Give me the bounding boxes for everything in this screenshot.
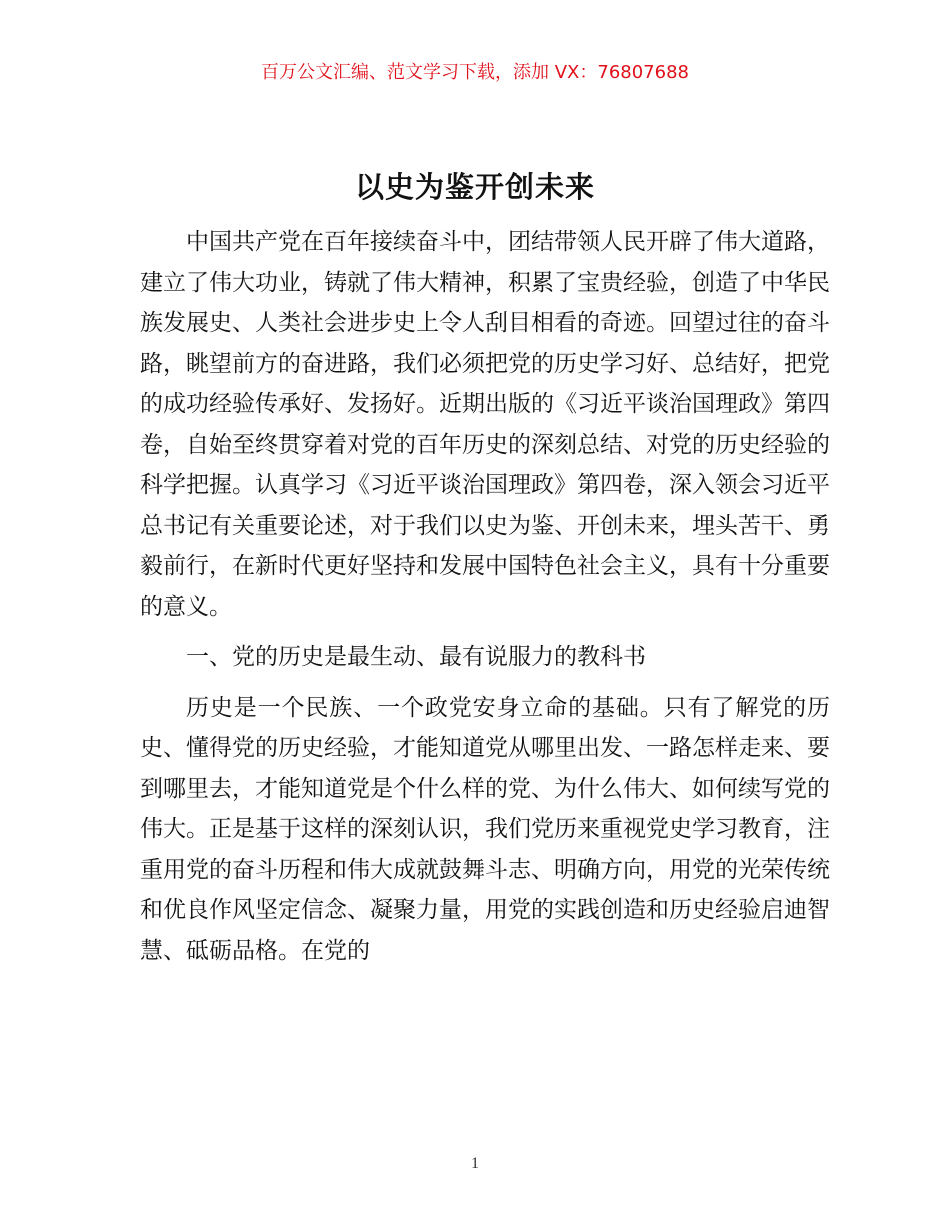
page-number: 1 bbox=[471, 1155, 479, 1172]
paragraph-intro: 中国共产党在百年接续奋斗中，团结带领人民开辟了伟大道路，建立了伟大功业，铸就了伟大精神，积累了宝贵经验，创造了中华民族发展史、人类社会进步史上令人刮目相看的奇迹。回望过往的奋斗路，眺望前方的奋进路，我们必须把党的历史学习好、总结好，把党的成功经验传承好、发扬好。近期出版的《习近平谈治国理政》第四卷，自始至终贯穿着对党的百年历史的深刻总结、对党的历史经验的科学把握。认真学习《习近平谈治国理政》第四卷，深入领会习近平总书记有关重要论述，对于我们以史为鉴、开创未来，埋头苦干、勇毅前行，在新时代更好坚持和发展中国特色社会主义，具有十分重要的意义。 bbox=[140, 229, 830, 620]
header-banner: 百万公文汇编、范文学习下载，添加 VX：76807688 bbox=[261, 62, 689, 83]
document-title: 以史为鉴开创未来 bbox=[354, 170, 595, 204]
document-body bbox=[140, 222, 830, 971]
paragraph-section-1: 历史是一个民族、一个政党安身立命的基础。只有了解党的历史、懂得党的历史经验，才能知道党从哪里出发、一路怎样走来、要到哪里去，才能知道党是个什么样的党、为什么伟大、如何续写党的伟大。正是基于这样的深刻认识，我们党历来重视党史学习教育，注重用党的奋斗历程和伟大成就鼓舞斗志、明确方向，用党的光荣传统和优良作风坚定信念、凝聚力量，用党的实践创造和历史经验启迪智慧、砥砺品格。在党的 bbox=[140, 694, 830, 964]
section-heading-1: 一、党的历史是最生动、最有说服力的教科书 bbox=[186, 644, 646, 670]
